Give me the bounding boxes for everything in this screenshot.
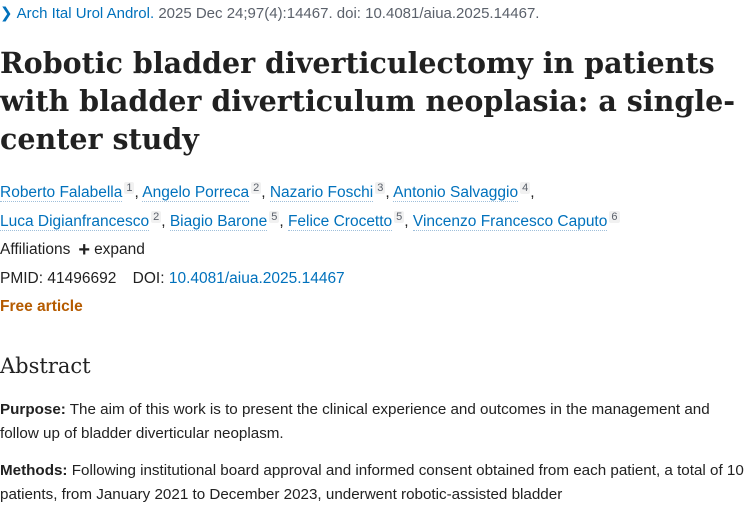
author-link[interactable]: Biagio Barone [169, 213, 268, 230]
methods-label: Methods: [0, 462, 68, 479]
affiliations-row [0, 238, 145, 261]
affiliation-number[interactable]: 5 [271, 211, 278, 223]
citation-line [0, 4, 539, 22]
free-article-badge: Free article [0, 298, 83, 315]
affiliation-number[interactable]: 2 [253, 182, 260, 194]
doi-label: DOI: [132, 270, 165, 287]
author-link[interactable]: Antonio Salvaggio [393, 184, 519, 201]
article-title: Robotic bladder diverticulectomy in patients with bladder diverticulum neoplasia: a single-center study [0, 46, 736, 156]
journal-link[interactable]: Arch Ital Urol Androl. [16, 5, 155, 22]
affiliation-number[interactable]: 5 [396, 211, 403, 223]
affiliation-number[interactable]: 3 [377, 182, 384, 194]
author-link[interactable]: Luca Digianfrancesco [0, 213, 150, 230]
affiliation-number[interactable]: 1 [126, 182, 133, 194]
expand-affiliations-button[interactable] [78, 238, 145, 261]
author-link[interactable]: Roberto Falabella [0, 184, 123, 201]
identifiers-row [0, 270, 345, 288]
affiliations-label: Affiliations [0, 241, 71, 258]
affiliation-number[interactable]: 2 [153, 211, 160, 223]
purpose-label: Purpose: [0, 401, 66, 418]
author-link[interactable]: Nazario Foschi [269, 184, 374, 201]
citation-details: 2025 Dec 24;97(4):14467. doi: 10.4081/aiua.2025.14467. [158, 5, 540, 22]
affiliation-number[interactable]: 6 [611, 211, 618, 223]
abstract-purpose [0, 398, 748, 446]
pmid-value: 41496692 [47, 270, 117, 287]
purpose-text: The aim of this work is to present the clinical experience and outcomes in the management and follow up of bladder diverticular neoplasm. [0, 401, 710, 442]
author-link[interactable]: Angelo Porreca [142, 184, 250, 201]
abstract-heading: Abstract [0, 354, 91, 378]
pmid-label: PMID: [0, 270, 44, 287]
plus-icon: + [78, 238, 91, 261]
affiliation-number[interactable]: 4 [522, 182, 529, 194]
methods-text: Following institutional board approval and informed consent obtained from each patient, a total of 10 patients, from January 2021 to December 2023, underwent robotic-assisted bladder [0, 462, 744, 503]
chevron-right-icon[interactable]: ❯ [0, 5, 13, 22]
author-list: Roberto Falabella $^1$ , Angelo Porreca $^2$ , Nazario Foschi $^3$ , Antonio Salvaggio $^4$ , Luca Digianfrancesco $^2$ , Biagio Barone $^5$ , Felice Crocetto $^5$ , Vincenzo Francesco Caputo $^6$ [0, 182, 618, 230]
author-link[interactable]: Felice Crocetto [287, 213, 393, 230]
expand-label: expand [94, 241, 145, 258]
author-link[interactable]: Vincenzo Francesco Caputo [412, 213, 608, 230]
doi-link[interactable]: 10.4081/aiua.2025.14467 [168, 270, 345, 287]
